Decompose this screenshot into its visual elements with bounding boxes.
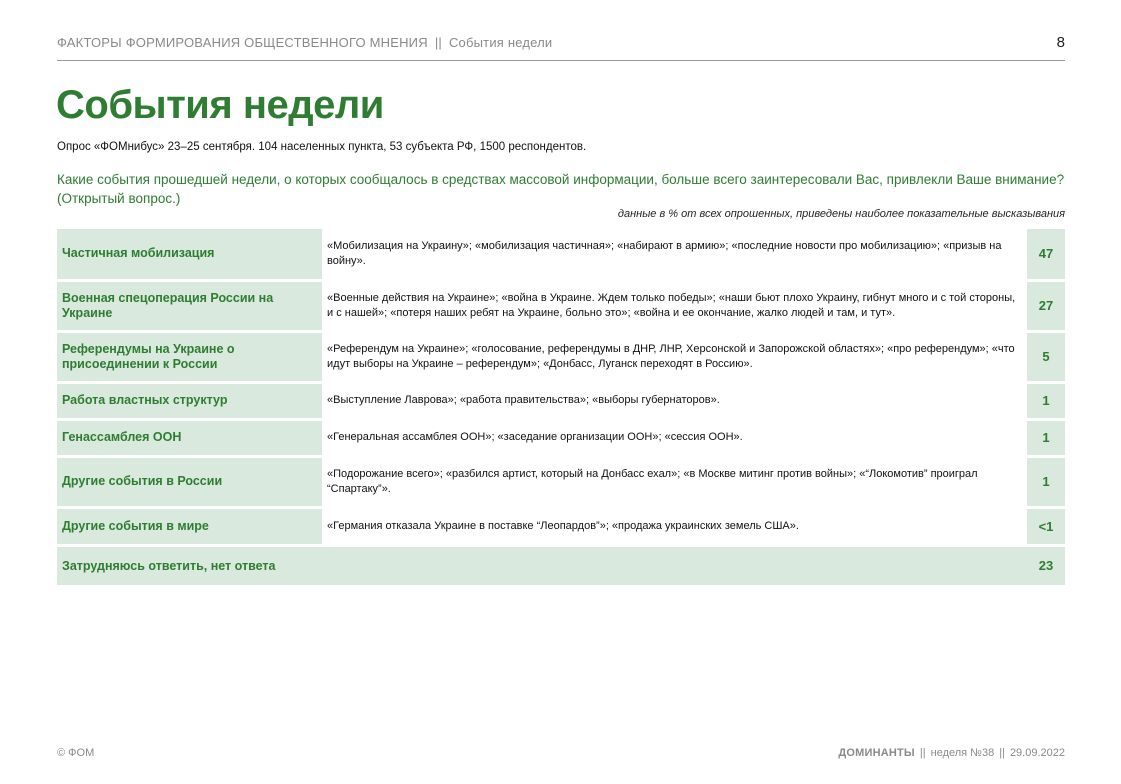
footer-copyright: © ФОМ (57, 747, 95, 759)
footer-brand: ДОМИНАНТЫ (838, 747, 915, 759)
table-row (57, 419, 1065, 456)
survey-question (57, 170, 1065, 208)
value-cell: 47 (1027, 229, 1065, 280)
category-cell: Референдумы на Украине о присоединении к России (57, 331, 322, 382)
quotes-cell: «Референдум на Украине»; «голосование, референдумы в ДНР, ЛНР, Херсонской и Запорожской областях»; «про референдум»; «что идут выборы на Украине – референдум»; «Донбасс, Луганск переходят в Россию». (322, 331, 1027, 382)
value-cell: 5 (1027, 331, 1065, 382)
value-cell: 1 (1027, 456, 1065, 507)
category-cell: Другие события в России (57, 456, 322, 507)
quotes-cell: «Военные действия на Украине»; «война в Украине. Ждем только победы»; «наши бьют плохо Украину, гибнут много и с той стороны, и с нашей»; «потеря наших ребят на Украине, больно это»; «война и ее окончание, жалко людей и там, и тут». (322, 280, 1027, 331)
question-note: (Открытый вопрос.) (57, 191, 181, 206)
results-table (57, 229, 1065, 585)
footer-separator: || (919, 747, 926, 759)
page-number: 8 (1056, 34, 1065, 51)
quotes-cell: «Выступление Лаврова»; «работа правительства»; «выборы губернаторов». (322, 382, 1027, 419)
survey-note: Опрос «ФОМнибус» 23–25 сентября. 104 населенных пункта, 53 субъекта РФ, 1500 респондентов. (57, 141, 587, 153)
category-cell: Генассамблея ООН (57, 419, 322, 456)
quotes-cell: «Генеральная ассамблея ООН»; «заседание организации ООН»; «сессия ООН». (322, 419, 1027, 456)
footer-issue: неделя №38 (930, 747, 995, 759)
table-row (57, 229, 1065, 280)
table-row (57, 280, 1065, 331)
table-row (57, 507, 1065, 545)
category-cell: Работа властных структур (57, 382, 322, 419)
page-title: События недели (56, 83, 384, 127)
data-note: данные в % от всех опрошенных, приведены наиболее показательные высказывания (617, 208, 1065, 220)
header-subsection: События недели (448, 35, 553, 50)
header-separator: || (434, 35, 442, 50)
footer-info (838, 747, 1065, 759)
value-cell: 1 (1027, 419, 1065, 456)
category-cell: Военная спецоперация России на Украине (57, 280, 322, 331)
value-cell: <1 (1027, 507, 1065, 545)
quotes-cell: «Подорожание всего»; «разбился артист, который на Донбасс ехал»; «в Москве митинг против войны»; «“Локомотив” проиграл “Спартаку”». (322, 456, 1027, 507)
value-cell: 1 (1027, 382, 1065, 419)
category-cell: Частичная мобилизация (57, 229, 322, 280)
category-cell: Другие события в мире (57, 507, 322, 545)
quotes-cell: «Мобилизация на Украину»; «мобилизация частичная»; «набирают в армию»; «последние новости про мобилизацию»; «призыв на войну». (322, 229, 1027, 280)
quotes-cell: «Германия отказала Украине в поставке “Леопардов”»; «продажа украинских земель США». (322, 507, 1027, 545)
table-row (57, 456, 1065, 507)
table-row (57, 331, 1065, 382)
total-row (57, 545, 1065, 585)
value-cell: 27 (1027, 280, 1065, 331)
table-row (57, 382, 1065, 419)
total-value: 23 (1027, 545, 1065, 585)
total-label: Затрудняюсь ответить, нет ответа (57, 545, 1027, 585)
page-header (57, 34, 1065, 61)
footer-date: 29.09.2022 (1009, 747, 1065, 759)
header-section: ФАКТОРЫ ФОРМИРОВАНИЯ ОБЩЕСТВЕННОГО МНЕНИЯ (57, 35, 428, 50)
question-text: Какие события прошедшей недели, о которых сообщалось в средствах массовой информации, больше всего заинтересовали Вас, привлекли Ваше внимание? (57, 172, 1065, 187)
header-breadcrumb (57, 35, 552, 50)
footer-separator: || (999, 747, 1005, 759)
